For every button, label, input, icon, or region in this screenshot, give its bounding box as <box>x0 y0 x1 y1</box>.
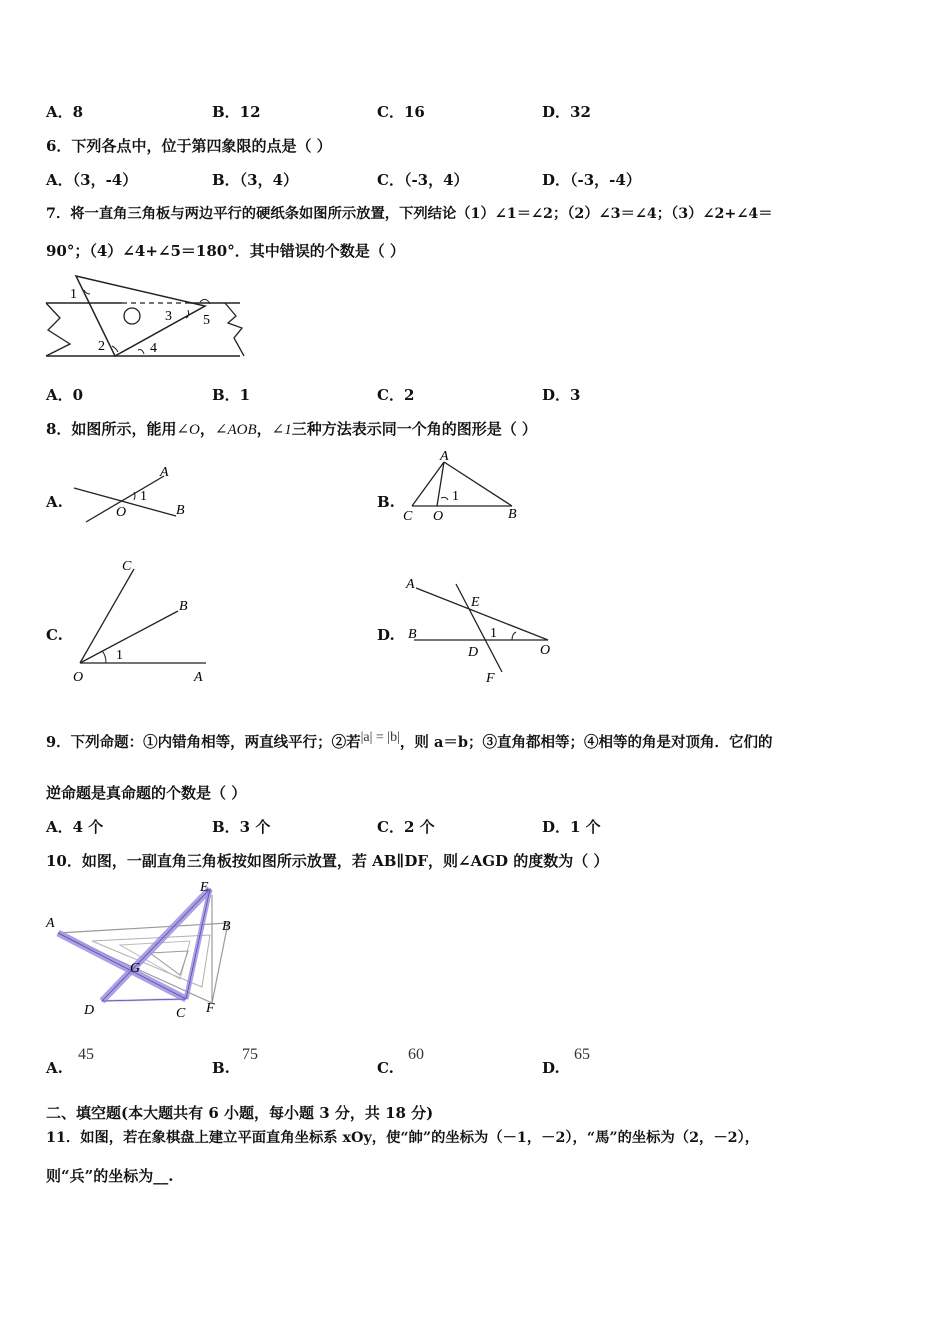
q7-label-2: 2 <box>98 339 105 354</box>
q10-label-b: B <box>222 919 231 934</box>
q8-stem-angle-aob: ∠AOB <box>214 422 257 438</box>
q9-stem-part-a: 9．下列命题：①内错角相等，两直线平行；②若 <box>46 734 361 751</box>
q8d-label-d: D <box>468 645 479 660</box>
q10-stem: 10．如图，一副直角三角板按如图所示放置，若 AB∥DF，则∠AGD 的度数为（ ） <box>46 852 609 870</box>
q7-label-1: 1 <box>70 287 77 302</box>
q8-stem-part-a: 8．如图所示，能用 <box>46 420 177 438</box>
q8-stem <box>46 419 537 440</box>
q7-label-4: 4 <box>150 341 157 356</box>
q10-label-e: E <box>200 880 209 895</box>
q8-option-d-letter: D. <box>377 626 395 644</box>
q9-option-a: A．4 个 <box>46 818 104 836</box>
q7-option-b: B．1 <box>212 386 251 404</box>
q8-figure-b <box>400 448 530 526</box>
q10-label-d: D <box>84 1003 95 1018</box>
q10-option-d-letter: D. <box>542 1059 560 1077</box>
q8-stem-angle-o: ∠O <box>176 422 200 438</box>
q8b-label-b: B <box>508 507 517 522</box>
q9-stem-line1 <box>46 730 773 754</box>
q9-option-b: B．3 个 <box>212 818 271 836</box>
q8b-label-o: O <box>433 509 444 524</box>
q8-figure-c <box>66 555 216 690</box>
q10-label-a: A <box>46 916 55 931</box>
q8-figure-a <box>70 458 200 528</box>
q10-option-c-value: 60 <box>408 1046 424 1063</box>
q8b-label-1: 1 <box>452 489 459 504</box>
q8c-label-c: C <box>122 559 132 574</box>
q8d-label-1: 1 <box>490 626 497 641</box>
q8d-label-e: E <box>471 595 480 610</box>
q11-line1: 11．如图，若在象棋盘上建立平面直角坐标系 xOy，使“帥”的坐标为（－1，－2），“馬”的坐标为（2，－2）， <box>46 1130 760 1146</box>
q8c-label-a: A <box>194 670 203 685</box>
q7-figure <box>40 268 255 363</box>
q5-option-d: D．32 <box>542 103 591 121</box>
q8b-label-c: C <box>403 509 413 524</box>
q9-option-c: C．2 个 <box>377 818 435 836</box>
q9-stem-line2: 逆命题是真命题的个数是（ ） <box>46 784 247 802</box>
q8-stem-sep-2: ， <box>256 420 272 438</box>
q8c-label-o: O <box>73 670 84 685</box>
q11-line2: 则“兵”的坐标为__. <box>46 1167 174 1185</box>
q10-option-b-value: 75 <box>242 1046 258 1063</box>
q10-figure <box>40 875 250 1025</box>
q6-option-d: D．（-3，-4） <box>542 171 641 189</box>
q8b-label-a: A <box>440 449 449 464</box>
q8a-label-a: A <box>160 465 169 480</box>
q8c-label-1: 1 <box>116 648 123 663</box>
q10-option-d-value: 65 <box>574 1046 590 1063</box>
q5-option-a: A．8 <box>46 103 84 121</box>
q5-option-b: B．12 <box>212 103 261 121</box>
q6-stem: 6．下列各点中，位于第四象限的点是（ ） <box>46 137 332 155</box>
q6-option-a: A．（3，-4） <box>46 171 138 189</box>
q8d-label-a: A <box>406 577 415 592</box>
q8-option-a-letter: A. <box>46 493 63 511</box>
q7-label-5: 5 <box>203 313 210 328</box>
q7-option-c: C．2 <box>377 386 415 404</box>
q9-option-d: D．1 个 <box>542 818 601 836</box>
q8d-label-b: B <box>408 627 417 642</box>
q10-label-c: C <box>176 1006 186 1021</box>
q8d-label-f: F <box>486 671 495 686</box>
q8-option-c-letter: C. <box>46 626 63 644</box>
q10-label-g: G <box>130 961 141 976</box>
q8a-label-b: B <box>176 503 185 518</box>
q10-option-a-value: 45 <box>78 1046 94 1063</box>
q10-option-a-letter: A. <box>46 1059 63 1077</box>
q8a-label-1: 1 <box>140 489 147 504</box>
q9-stem-part-b: ，则 a＝b；③直角都相等；④相等的角是对顶角．它们的 <box>399 734 773 751</box>
q6-option-c: C．（-3，4） <box>377 171 469 189</box>
q5-option-c: C．16 <box>377 103 425 121</box>
q10-option-c-letter: C. <box>377 1059 394 1077</box>
q7-stem-line1: 7．将一直角三角板与两边平行的硬纸条如图所示放置，下列结论（1）∠1＝∠2；（2）∠3＝∠4；（3）∠2+∠4＝ <box>46 206 773 222</box>
q8c-label-b: B <box>179 599 188 614</box>
q8-stem-angle-1: ∠1 <box>271 422 292 438</box>
q8-stem-sep-1: ， <box>199 420 215 438</box>
q10-label-f: F <box>206 1001 215 1016</box>
q7-option-a: A．0 <box>46 386 84 404</box>
q8-option-b-letter: B. <box>377 493 395 511</box>
q8a-label-o: O <box>116 505 127 520</box>
q9-formula: |a| = |b| <box>360 730 400 745</box>
q10-option-b-letter: B. <box>212 1059 230 1077</box>
q7-stem-line2: 90°；（4）∠4+∠5＝180°．其中错误的个数是（ ） <box>46 242 405 260</box>
q6-option-b: B．（3，4） <box>212 171 299 189</box>
q8-stem-part-b: 三种方法表示同一个角的图形是（ ） <box>291 420 537 438</box>
section-2-title: 二、填空题(本大题共有 6 小题，每小题 3 分，共 18 分) <box>46 1104 434 1122</box>
q7-option-d: D．3 <box>542 386 581 404</box>
q8-figure-d <box>400 572 560 687</box>
q7-label-3: 3 <box>165 309 172 324</box>
q8d-label-o: O <box>540 643 551 658</box>
